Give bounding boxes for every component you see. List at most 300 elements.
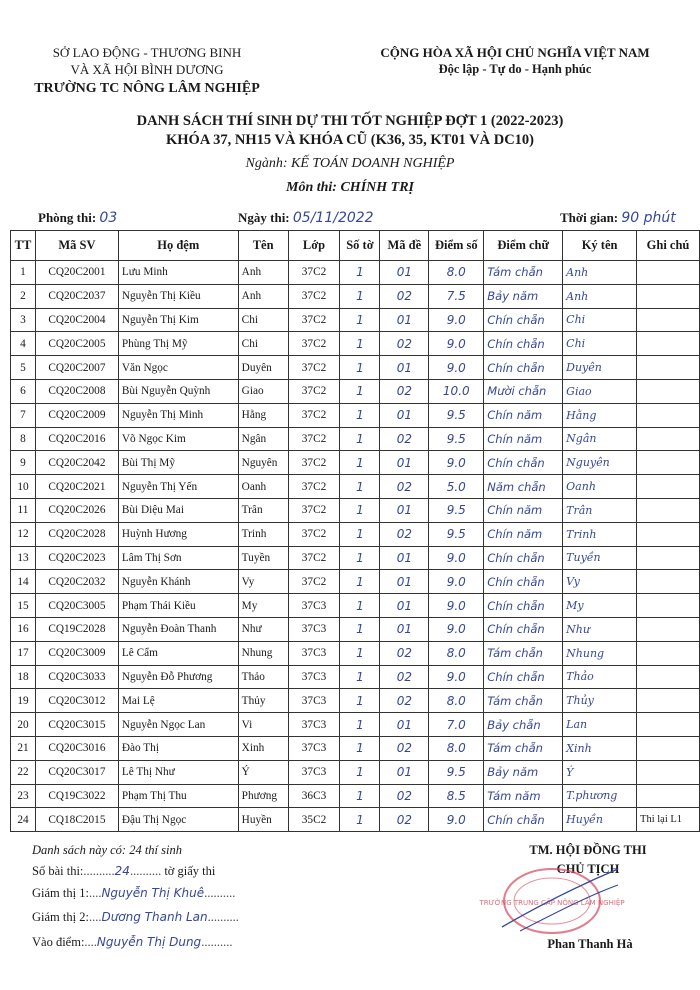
cell-note [637,356,700,380]
cell-class: 37C3 [288,713,340,737]
cell-surname: Huỳnh Hương [118,522,238,546]
cell-tt: 16 [11,617,36,641]
table-row [11,284,700,308]
cell-tt: 22 [11,760,36,784]
table-row [11,356,700,380]
room-value: 03 [99,210,118,226]
cell-student-id: CQ20C3012 [35,689,118,713]
entry-label: Vào điểm: [32,935,85,949]
cell-score: 9.0 [429,594,484,618]
cell-student-id: CQ20C2005 [35,332,118,356]
table-row [11,308,700,332]
cell-note [637,475,700,499]
cell-surname: Nguyễn Thị Kiều [118,284,238,308]
cell-exam-code: 01 [380,403,429,427]
cell-class: 37C3 [288,594,340,618]
cell-name: Huyền [238,808,288,832]
cell-signature: Xinh [563,736,637,760]
cell-exam-code: 01 [380,713,429,737]
cell-student-id: CQ20C3033 [35,665,118,689]
cell-score: 7.0 [429,713,484,737]
cell-exam-code: 02 [380,522,429,546]
cell-student-id: CQ20C2004 [35,308,118,332]
proctor2-label: Giám thị 2: [32,910,89,924]
cell-exam-code: 02 [380,736,429,760]
cell-name: Nguyên [238,451,288,475]
exam-date [238,210,374,226]
cell-score: 9.0 [429,570,484,594]
cell-note: Thi lại L1 [637,808,700,832]
cell-signature: Vy [563,570,637,594]
cell-exam-code: 02 [380,332,429,356]
table-row [11,689,700,713]
cell-score-words: Tám chẵn [484,641,563,665]
exam-room [38,210,117,226]
cell-exam-code: 01 [380,546,429,570]
cell-signature: Ý [563,760,637,784]
cell-score: 9.5 [429,427,484,451]
official-stamp [479,865,625,935]
cell-exam-code: 01 [380,570,429,594]
cell-score: 9.0 [429,308,484,332]
cell-tt: 5 [11,356,36,380]
cell-score-words: Chín năm [484,522,563,546]
cell-score-words: Bảy năm [484,760,563,784]
cell-sheets: 1 [340,594,380,618]
cell-name: Phương [238,784,288,808]
cell-sheets: 1 [340,570,380,594]
cell-surname: Phạm Thị Thu [118,784,238,808]
cell-score: 9.0 [429,808,484,832]
cell-surname: Văn Ngọc [118,356,238,380]
cell-note [637,308,700,332]
cell-note [637,522,700,546]
cell-surname: Nguyễn Khánh [118,570,238,594]
col-tt: TT [11,231,36,261]
cell-class: 37C3 [288,617,340,641]
cell-score: 9.5 [429,403,484,427]
cell-note [637,736,700,760]
table-row [11,475,700,499]
cell-score-words: Chín chẵn [484,808,563,832]
cell-name: My [238,594,288,618]
cell-name: Oanh [238,475,288,499]
cell-sheets: 1 [340,451,380,475]
cell-tt: 1 [11,261,36,285]
cell-name: Ý [238,760,288,784]
papers-suffix: tờ giấy thi [164,864,216,878]
cell-class: 37C2 [288,308,340,332]
cell-class: 37C2 [288,475,340,499]
cell-name: Xinh [238,736,288,760]
doc-title-line1: DANH SÁCH THÍ SINH DỰ THI TỐT NGHIỆP ĐỢT 1 (2022-2023) [136,113,564,129]
cell-surname: Nguyễn Đoàn Thanh [118,617,238,641]
cell-exam-code: 01 [380,594,429,618]
cell-signature: Ngân [563,427,637,451]
col-sheets: Số tờ [340,231,380,261]
cell-tt: 14 [11,570,36,594]
cell-exam-code: 01 [380,308,429,332]
col-signature: Ký tên [563,231,637,261]
cell-sheets: 1 [340,379,380,403]
ministry-header [22,44,272,97]
cell-class: 37C2 [288,570,340,594]
cell-note [637,689,700,713]
table-row [11,808,700,832]
cell-score: 9.0 [429,356,484,380]
table-row [11,665,700,689]
cell-surname: Phùng Thị Mỹ [118,332,238,356]
cell-exam-code: 02 [380,784,429,808]
cell-signature: Anh [563,284,637,308]
cell-name: Chi [238,332,288,356]
cell-surname: Nguyễn Đỗ Phương [118,665,238,689]
cell-surname: Đậu Thị Ngọc [118,808,238,832]
cell-name: Vi [238,713,288,737]
cell-tt: 4 [11,332,36,356]
cell-score: 5.0 [429,475,484,499]
subject: Môn thi: CHÍNH TRỊ [286,180,414,195]
cell-student-id: CQ20C2007 [35,356,118,380]
col-note: Ghi chú [637,231,700,261]
cell-exam-code: 02 [380,689,429,713]
proctor2-value: Dương Thanh Lan [101,910,208,924]
cell-score: 8.0 [429,689,484,713]
cell-surname: Bùi Diệu Mai [118,498,238,522]
cell-surname: Phạm Thái Kiều [118,594,238,618]
cell-signature: Chi [563,308,637,332]
table-row [11,784,700,808]
cell-score: 9.0 [429,451,484,475]
proctor1-label: Giám thị 1: [32,886,89,900]
cell-score-words: Chín chẵn [484,356,563,380]
cell-score-words: Chín năm [484,403,563,427]
cell-score: 8.0 [429,736,484,760]
cell-score: 10.0 [429,379,484,403]
count-line: Danh sách này có: 24 thí sinh [32,843,182,857]
table-row [11,379,700,403]
stamp-text: TRƯỜNG TRUNG CẤP NÔNG LÂM NGHIỆP [479,899,625,907]
cell-score: 9.0 [429,546,484,570]
cell-note [637,665,700,689]
cell-note [637,617,700,641]
cell-exam-code: 02 [380,475,429,499]
cell-score-words: Chín chẵn [484,570,563,594]
cell-sheets: 1 [340,475,380,499]
cell-note [637,403,700,427]
doc-title-line2: KHÓA 37, NH15 VÀ KHÓA CŨ (K36, 35, KT01 VÀ DC10) [165,132,535,148]
cell-sheets: 1 [340,784,380,808]
cell-student-id: CQ20C2021 [35,475,118,499]
cell-name: Thủy [238,689,288,713]
cell-tt: 18 [11,665,36,689]
cell-surname: Nguyễn Ngọc Lan [118,713,238,737]
table-row [11,403,700,427]
cell-signature: Anh [563,261,637,285]
cell-signature: Nguyên [563,451,637,475]
table-row [11,451,700,475]
cell-name: Ngân [238,427,288,451]
cell-score-words: Chín chẵn [484,308,563,332]
cell-sheets: 1 [340,261,380,285]
cell-class: 37C2 [288,403,340,427]
cell-student-id: CQ20C2016 [35,427,118,451]
cell-surname: Lâm Thị Sơn [118,546,238,570]
cell-score: 9.5 [429,522,484,546]
cell-exam-code: 01 [380,356,429,380]
cell-surname: Võ Ngọc Kim [118,427,238,451]
cell-sheets: 1 [340,356,380,380]
papers-label: Số bài thi: [32,864,84,878]
cell-student-id: CQ20C2008 [35,379,118,403]
cell-score: 9.0 [429,617,484,641]
papers-line: Số bài thi:..........24.......... tờ giấy thi [32,864,216,878]
cell-name: Thảo [238,665,288,689]
cell-score-words: Chín chẵn [484,594,563,618]
cell-tt: 11 [11,498,36,522]
cell-student-id: CQ20C2009 [35,403,118,427]
cell-name: Nhung [238,641,288,665]
cell-exam-code: 02 [380,641,429,665]
table-row [11,546,700,570]
cell-tt: 3 [11,308,36,332]
cell-note [637,498,700,522]
cell-student-id: CQ20C2028 [35,522,118,546]
proctor1-line: Giám thị 1:....Nguyễn Thị Khuê.......... [32,886,236,900]
cell-score: 8.0 [429,641,484,665]
cell-name: Chi [238,308,288,332]
cell-exam-code: 01 [380,617,429,641]
cell-class: 37C2 [288,284,340,308]
cell-tt: 6 [11,379,36,403]
cell-note [637,784,700,808]
exam-time [560,210,676,226]
cell-note [637,641,700,665]
date-label: Ngày thi: [238,210,290,225]
cell-note [637,427,700,451]
cell-student-id: CQ20C2023 [35,546,118,570]
cell-sheets: 1 [340,713,380,737]
cell-name: Vy [238,570,288,594]
cell-score-words: Tám chẵn [484,736,563,760]
cell-name: Anh [238,284,288,308]
cell-class: 37C2 [288,522,340,546]
cell-score-words: Tám chẵn [484,261,563,285]
room-label: Phòng thi: [38,210,97,225]
cell-student-id: CQ20C3016 [35,736,118,760]
date-value: 05/11/2022 [292,210,374,226]
cell-signature: Như [563,617,637,641]
cell-sheets: 1 [340,689,380,713]
cell-sheets: 1 [340,808,380,832]
col-student-id: Mã SV [35,231,118,261]
cell-student-id: CQ18C2015 [35,808,118,832]
cell-surname: Bùi Thị Mỹ [118,451,238,475]
cell-signature: Oanh [563,475,637,499]
cell-sheets: 1 [340,641,380,665]
cell-class: 37C2 [288,356,340,380]
table-row [11,594,700,618]
cell-score: 9.0 [429,332,484,356]
ministry-line2: VÀ XÃ HỘI BÌNH DƯƠNG [70,62,224,77]
cell-score-words: Chín chẵn [484,665,563,689]
col-name: Tên [238,231,288,261]
cell-signature: Giao [563,379,637,403]
cell-score: 7.5 [429,284,484,308]
cell-score: 9.5 [429,760,484,784]
cell-sheets: 1 [340,498,380,522]
cell-score-words: Năm chẵn [484,475,563,499]
cell-exam-code: 02 [380,284,429,308]
cell-score: 9.0 [429,665,484,689]
cell-tt: 23 [11,784,36,808]
cell-sheets: 1 [340,617,380,641]
papers-value: 24 [114,864,130,878]
cell-score: 8.0 [429,261,484,285]
cell-class: 36C3 [288,784,340,808]
cell-note [637,261,700,285]
cell-score-words: Bảy năm [484,284,563,308]
cell-note [637,284,700,308]
cell-note [637,451,700,475]
cell-signature: Thủy [563,689,637,713]
cell-sheets: 1 [340,284,380,308]
cell-student-id: CQ19C2028 [35,617,118,641]
cell-surname: Nguyễn Thị Minh [118,403,238,427]
cell-name: Trân [238,498,288,522]
cell-sheets: 1 [340,665,380,689]
cell-signature: Trinh [563,522,637,546]
cell-score-words: Chín năm [484,427,563,451]
col-exam-code: Mã đề [380,231,429,261]
cell-tt: 12 [11,522,36,546]
cell-sheets: 1 [340,522,380,546]
cell-surname: Nguyễn Thị Kim [118,308,238,332]
cell-sheets: 1 [340,736,380,760]
cell-class: 37C2 [288,332,340,356]
table-row [11,760,700,784]
time-value: 90 phút [621,210,676,226]
candidate-table [10,230,700,832]
table-row [11,713,700,737]
cell-exam-code: 02 [380,379,429,403]
cell-note [637,713,700,737]
cell-tt: 15 [11,594,36,618]
table-row [11,617,700,641]
cell-score-words: Tám chẵn [484,689,563,713]
table-row [11,498,700,522]
cell-sheets: 1 [340,308,380,332]
cell-name: Trinh [238,522,288,546]
cell-surname: Mai Lệ [118,689,238,713]
cell-exam-code: 02 [380,808,429,832]
cell-class: 37C3 [288,760,340,784]
cell-student-id: CQ20C2001 [35,261,118,285]
time-label: Thời gian: [560,210,619,225]
table-body [11,261,700,832]
school-name: TRƯỜNG TC NÔNG LÂM NGHIỆP [34,81,260,96]
cell-sheets: 1 [340,427,380,451]
cell-name: Hằng [238,403,288,427]
major: Ngành: KẾ TOÁN DOANH NGHIỆP [245,156,455,171]
cell-class: 37C2 [288,546,340,570]
cell-signature: Thảo [563,665,637,689]
cell-score-words: Tám năm [484,784,563,808]
cell-exam-code: 01 [380,261,429,285]
cell-signature: My [563,594,637,618]
table-header-row [11,231,700,261]
cell-student-id: CQ20C2037 [35,284,118,308]
cell-tt: 2 [11,284,36,308]
cell-note [637,332,700,356]
table-row [11,641,700,665]
entry-value: Nguyễn Thị Dung [96,935,202,949]
col-score: Điểm số [429,231,484,261]
cell-signature: Duyên [563,356,637,380]
proctor1-value: Nguyễn Thị Khuê [101,886,205,900]
council-title: TM. HỘI ĐỒNG THI [529,843,647,857]
cell-name: Tuyền [238,546,288,570]
cell-signature: Chi [563,332,637,356]
cell-exam-code: 02 [380,665,429,689]
cell-surname: Bùi Nguyễn Quỳnh [118,379,238,403]
cell-student-id: CQ20C3005 [35,594,118,618]
cell-class: 37C2 [288,427,340,451]
cell-score-words: Mười chẵn [484,379,563,403]
col-class: Lớp [288,231,340,261]
cell-class: 37C3 [288,736,340,760]
table-row [11,570,700,594]
cell-score-words: Bảy chẵn [484,713,563,737]
table-row [11,427,700,451]
cell-tt: 20 [11,713,36,737]
cell-class: 37C3 [288,689,340,713]
cell-signature: Trân [563,498,637,522]
cell-tt: 19 [11,689,36,713]
cell-tt: 7 [11,403,36,427]
cell-class: 37C3 [288,641,340,665]
cell-sheets: 1 [340,546,380,570]
cell-student-id: CQ20C2042 [35,451,118,475]
cell-exam-code: 01 [380,498,429,522]
cell-tt: 10 [11,475,36,499]
cell-tt: 9 [11,451,36,475]
cell-class: 37C2 [288,451,340,475]
table-row [11,522,700,546]
cell-student-id: CQ20C3009 [35,641,118,665]
cell-tt: 17 [11,641,36,665]
cell-name: Anh [238,261,288,285]
council-chair-title: CHỦ TỊCH [556,862,620,876]
cell-signature: Tuyền [563,546,637,570]
cell-score-words: Chín năm [484,498,563,522]
cell-exam-code: 01 [380,451,429,475]
cell-class: 37C2 [288,261,340,285]
table-row [11,332,700,356]
cell-student-id: CQ20C3017 [35,760,118,784]
cell-exam-code: 02 [380,427,429,451]
cell-signature: Hằng [563,403,637,427]
ministry-line1: SỞ LAO ĐỘNG - THƯƠNG BINH [52,45,242,60]
cell-student-id: CQ20C3015 [35,713,118,737]
cell-signature: Nhung [563,641,637,665]
cell-name: Duyên [238,356,288,380]
cell-tt: 21 [11,736,36,760]
cell-class: 37C2 [288,379,340,403]
cell-surname: Lưu Minh [118,261,238,285]
cell-class: 35C2 [288,808,340,832]
cell-note [637,594,700,618]
